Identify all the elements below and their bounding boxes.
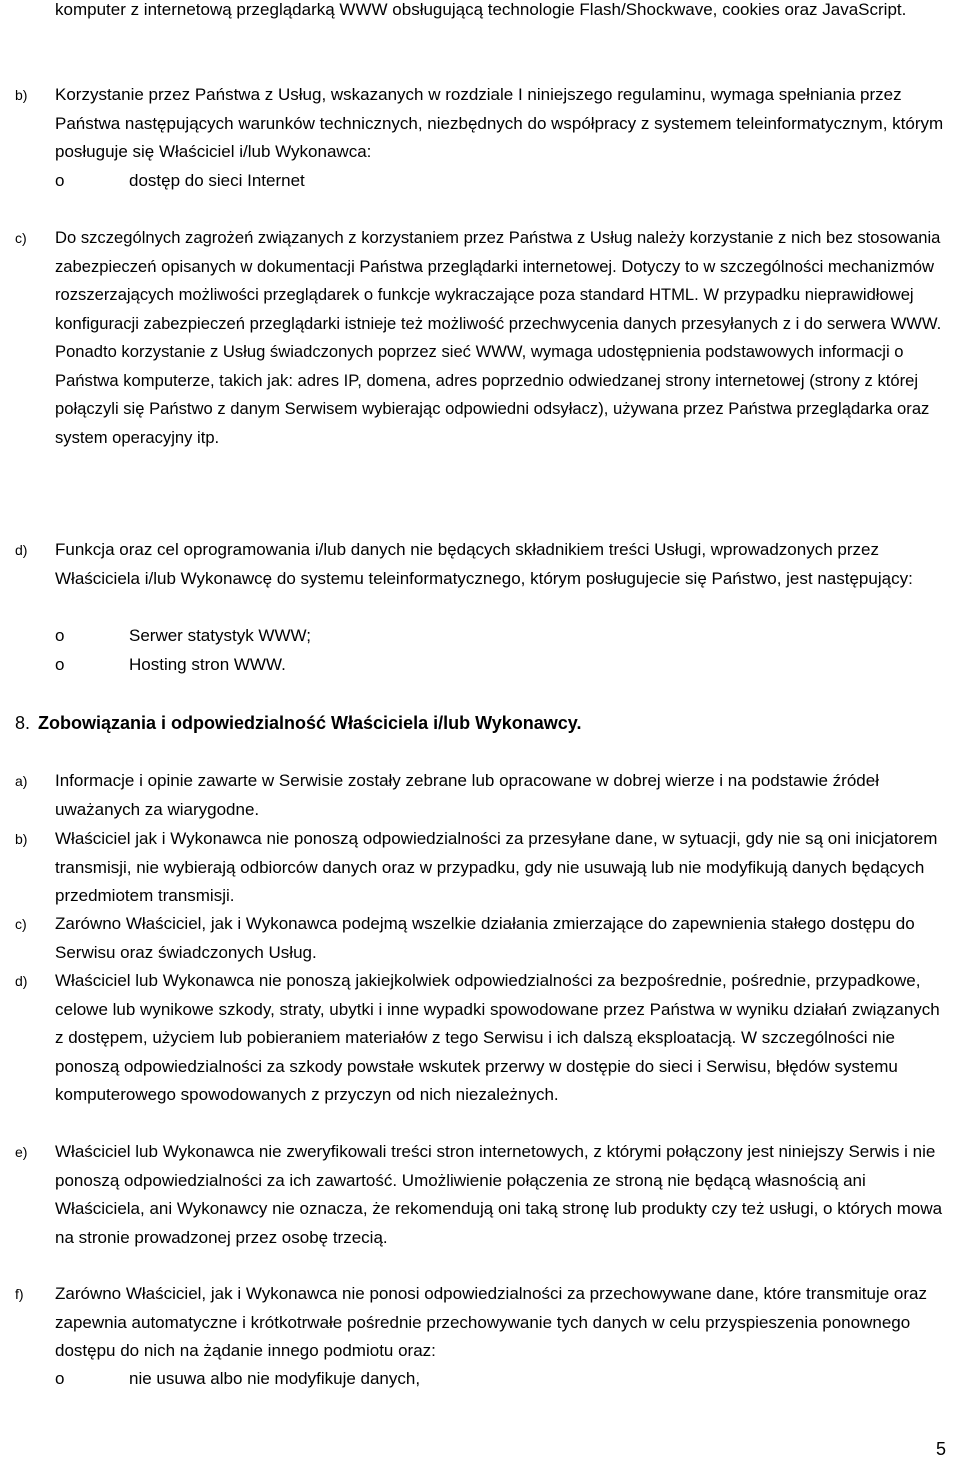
bullet-icon: o <box>55 626 65 645</box>
list-item <box>55 622 311 651</box>
software-paragraph: Funkcja oraz cel oprogramowania i/lub danych nie będących składnikiem treści Usługi, wprowadzonych przez Właściciela i/lub Wykonawcę do systemu teleinformatycznego, którym posługujecie się Państwo, jest następujący: <box>55 540 913 588</box>
intro-paragraph: komputer z internetową przeglądarką WWW obsługującą technologie Flash/Shockwave, cookies oraz JavaScript. <box>55 0 907 19</box>
threats-paragraph: Do szczególnych zagrożeń związanych z korzystaniem przez Państwa z Usług należy korzystanie z nich bez stosowania zabezpieczeń opisanych w dokumentacji Państwa przeglądarki internetowej. Dotyczy to w szczególności mechanizmów rozszerzających możliwości przeglądarek o funkcje wykraczające poza standard HTML. W przypadku nieprawidłowej konfiguracji zabezpieczeń przeglądarki istnieje też możliwość przechwycenia danych przesyłanych z i do serwera WWW. Ponadto korzystanie z Usług świadczonych poprzez sieć WWW, wymaga udostępnienia podstawowych informacji o Państwa komputerze, takich jak: adres IP, domena, adres poprzednio odwiedzanej strony internetowej (strony z której połączyli się Państwo z danym Serwisem wybierając odpowiedni odsyłacz), używana przez Państwa przeglądarka oraz system operacyjny itp. <box>55 228 942 447</box>
bullet-icon: o <box>55 171 65 190</box>
list-item-paragraph: Właściciel jak i Wykonawca nie ponoszą odpowiedzialności za przesyłane dane, w sytuacji, gdy nie są oni inicjatorem transmisji, nie wybierają odbiorców danych oraz w przypadku, gdy nie usuwają lub nie modyfikują danych będących przedmiotem transmisji. <box>55 829 938 905</box>
requirements-paragraph: Korzystanie przez Państwa z Usług, wskazanych w rozdziale I niniejszego regulaminu, wymaga spełniania przez Państwa następujących warunków technicznych, niezbędnych do współpracy z systemem teleinformatycznym, którym posługuje się Właściciel i/lub Wykonawca: <box>55 85 944 161</box>
list-item-text: nie usuwa albo nie modyfikuje danych, <box>129 1369 421 1388</box>
section-number: 8. <box>15 713 31 733</box>
section-heading: Zobowiązania i odpowiedzialność Właściciela i/lub Wykonawcy. <box>38 713 582 733</box>
list-item-paragraph: Właściciel lub Wykonawca nie ponoszą jakiejkolwiek odpowiedzialności za bezpośrednie, pośrednie, przypadkowe, celowe lub wynikowe szkody, straty, ubytki i inne wypadki spowodowane przez Państwa w wyniku działań związanych z dostępem, użyciem lub pobieraniem materiałów z tego Serwisu i ich dalszą eksploatacją. W szczególności nie ponoszą odpowiedzialności za szkody powstałe wskutek przerwy w dostępie do sieci i Serwisu, błędów systemu komputerowego spowodowanych z przyczyn od nich niezależnych. <box>55 971 940 1104</box>
item-marker-b: b) <box>15 87 28 103</box>
list-item-paragraph: Zarówno Właściciel, jak i Wykonawca nie ponosi odpowiedzialności za przechowywane dane, które transmituje oraz zapewnia automatyczne i krótkotrwałe pośrednie przechowywanie tych danych w celu przyspieszenia ponownego dostępu do nich na żądanie innego podmiotu oraz: <box>55 1284 927 1360</box>
item-marker-d: d) <box>15 973 28 989</box>
list-item <box>55 167 305 196</box>
bullet-icon: o <box>55 1369 65 1388</box>
list-item-text: dostęp do sieci Internet <box>129 171 305 190</box>
list-item-text: Hosting stron WWW. <box>129 655 286 674</box>
list-item <box>55 651 286 680</box>
item-marker-a: a) <box>15 773 28 789</box>
item-marker-b: b) <box>15 831 28 847</box>
item-marker-c: c) <box>15 916 27 932</box>
item-marker-c: c) <box>15 230 27 246</box>
item-marker-f: f) <box>15 1286 24 1302</box>
item-marker-d: d) <box>15 542 28 558</box>
list-item-text: Serwer statystyk WWW; <box>129 626 311 645</box>
list-item-paragraph: Zarówno Właściciel, jak i Wykonawca podejmą wszelkie działania zmierzające do zapewnienia stałego dostępu do Serwisu oraz świadczonych Usług. <box>55 914 915 962</box>
list-item-paragraph: Właściciel lub Wykonawca nie zweryfikowali treści stron internetowych, z którymi połączony jest niniejszy Serwis i nie ponoszą odpowiedzialności za ich zawartość. Umożliwienie połączenia ze stroną nie będącą własnością ani Właściciela, ani Wykonawcy nie oznacza, że rekomendują oni taką stronę lub produkty czy też usługi, o których mowa na stronie prowadzonej przez osobę trzecią. <box>55 1142 943 1247</box>
bullet-icon: o <box>55 655 65 674</box>
list-item-paragraph: Informacje i opinie zawarte w Serwisie zostały zebrane lub opracowane w dobrej wierze i na podstawie źródeł uważanych za wiarygodne. <box>55 771 879 819</box>
item-marker-e: e) <box>15 1144 28 1160</box>
list-item <box>55 1365 420 1394</box>
page-number: 5 <box>935 1439 946 1459</box>
